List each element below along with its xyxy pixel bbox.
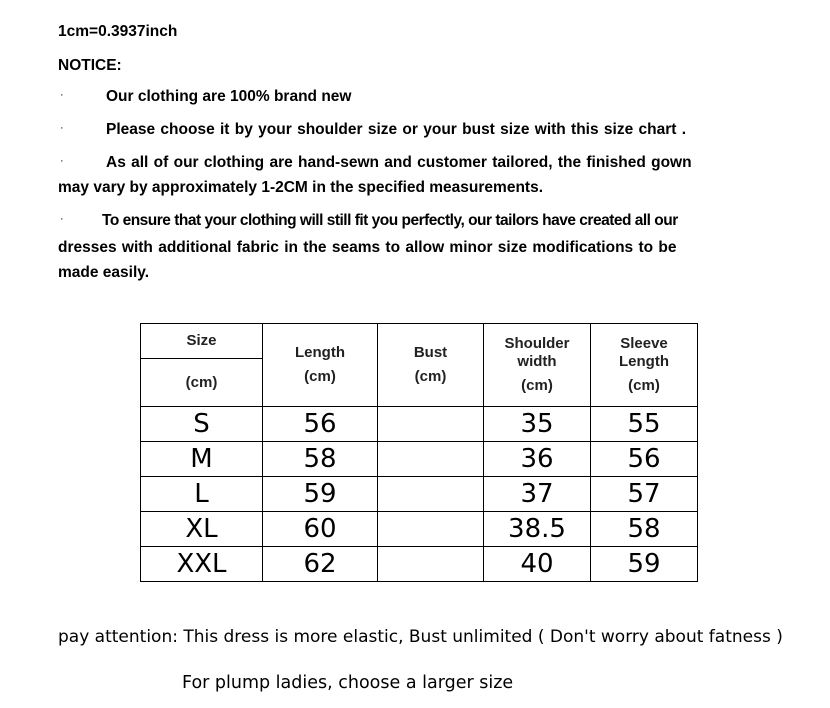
size-chart-table: [140, 323, 698, 582]
header-length: [263, 324, 378, 407]
header-length-label: Length: [295, 344, 345, 361]
bullet: ·: [60, 122, 64, 134]
notice-line: As all of our clothing are hand-sewn and customer tailored, the finished gown: [106, 154, 692, 171]
bullet: ·: [60, 213, 64, 225]
notice-line: may vary by approximately 1-2CM in the specified measurements.: [58, 179, 543, 196]
header-bust: [378, 324, 484, 407]
header-size: Size: [141, 324, 263, 359]
cell-bust: [378, 512, 484, 547]
cell-length: 60: [263, 512, 378, 547]
notice-line: Our clothing are 100% brand new: [106, 88, 352, 105]
cell-size: XL: [141, 512, 263, 547]
table-row: [141, 477, 698, 512]
header-bust-label: Bust: [413, 344, 448, 361]
cell-shoulder: 37: [484, 477, 591, 512]
cell-length: 56: [263, 407, 378, 442]
cell-sleeve: 59: [591, 547, 698, 582]
header-sleeve: [591, 324, 698, 407]
header-sleeve-label: Sleeve: [620, 335, 668, 352]
notice-line: Please choose it by your shoulder size or your bust size with this size chart .: [106, 121, 687, 138]
table-row: [141, 442, 698, 477]
bullet: ·: [60, 155, 64, 167]
cell-sleeve: 58: [591, 512, 698, 547]
cell-sleeve: 55: [591, 407, 698, 442]
cell-shoulder: 40: [484, 547, 591, 582]
header-bust-unit: (cm): [414, 368, 447, 385]
cell-length: 62: [263, 547, 378, 582]
cell-bust: [378, 477, 484, 512]
cell-size: L: [141, 477, 263, 512]
cell-size: M: [141, 442, 263, 477]
attention-note: pay attention: This dress is more elastic, Bust unlimited ( Don't worry about fatness ): [58, 627, 783, 647]
header-shoulder-unit: (cm): [521, 377, 553, 394]
cell-length: 59: [263, 477, 378, 512]
cell-length: 58: [263, 442, 378, 477]
cell-sleeve: 56: [591, 442, 698, 477]
cell-sleeve: 57: [591, 477, 698, 512]
cell-bust: [378, 547, 484, 582]
header-shoulder-label: width: [517, 353, 557, 370]
notice-line: made easily.: [58, 264, 150, 281]
cell-size: XXL: [141, 547, 263, 582]
header-size-unit: (cm): [141, 359, 263, 407]
conversion-note: 1cm=0.3937inch: [58, 23, 178, 40]
notice-line: dresses with additional fabric in the seams to allow minor size modifications to be: [58, 239, 677, 256]
table-header-row: [141, 324, 698, 359]
notice-title: NOTICE:: [58, 57, 122, 74]
plump-note: For plump ladies, choose a larger size: [182, 673, 514, 693]
header-shoulder-label: Shoulder: [504, 335, 570, 352]
table-row: [141, 547, 698, 582]
header-sleeve-unit: (cm): [628, 377, 660, 394]
cell-shoulder: 38.5: [484, 512, 591, 547]
notice-line: To ensure that your clothing will still fit you perfectly, our tailors have created all our: [102, 212, 678, 229]
cell-size: S: [141, 407, 263, 442]
header-shoulder: [484, 324, 591, 407]
table-row: [141, 407, 698, 442]
table-row: [141, 512, 698, 547]
header-length-unit: (cm): [304, 368, 336, 385]
header-sleeve-label: Length: [619, 353, 669, 370]
cell-bust: [378, 407, 484, 442]
cell-shoulder: 35: [484, 407, 591, 442]
cell-shoulder: 36: [484, 442, 591, 477]
bullet: ·: [60, 89, 64, 101]
cell-bust: [378, 442, 484, 477]
